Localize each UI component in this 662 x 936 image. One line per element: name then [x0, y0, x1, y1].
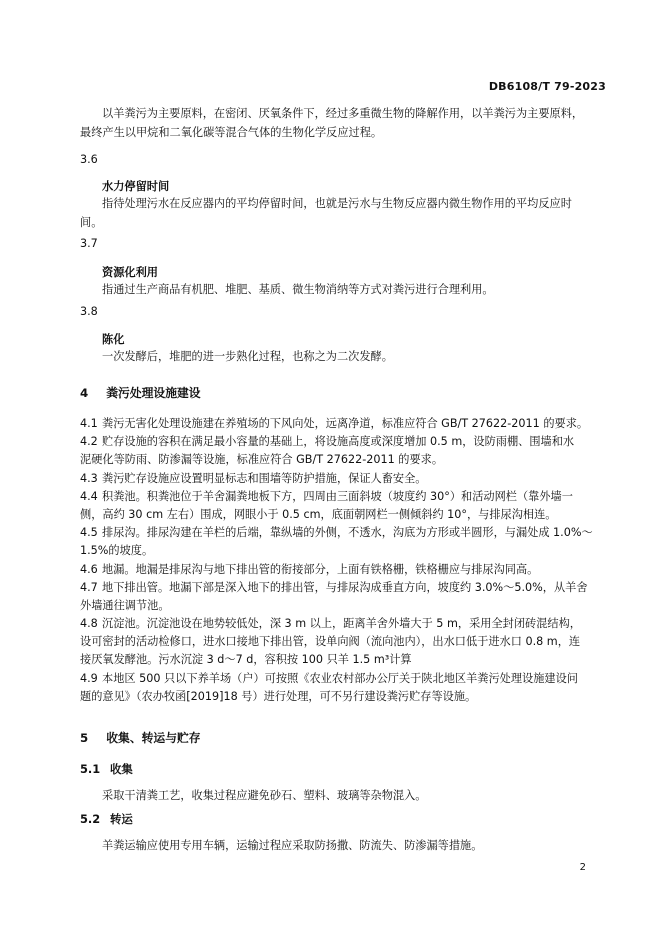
clause-4-1	[80, 415, 600, 433]
subsection-heading	[80, 811, 133, 827]
term-definition: 指通过生产商品有机肥、堆肥、基质、微生物消纳等方式对粪污进行合理利用。	[102, 283, 494, 296]
clause-text: 本地区 500 只以下养羊场（户）可按照《农业农村部办公厅关于陕北地区羊粪污处理设施建设问	[102, 672, 578, 685]
clause-text: 接厌氧发酵池。污水沉淀 3 d～7 d，容积按 100 只羊 1.5 m³计算	[80, 653, 412, 667]
clause-4-3	[80, 470, 600, 488]
clause-text: 地漏。地漏是排尿沟与地下排出管的衔接部分，上面有铁格栅，铁格栅应与排尿沟同高。	[102, 563, 539, 576]
intro-line: 以羊粪污为主要原料，在密闭、厌氧条件下，经过多重微生物的降解作用，以羊粪污为主要原料，	[102, 107, 584, 120]
clause-number: 4.9	[80, 672, 98, 685]
clause-text: 沉淀池。沉淀池设在地势较低处，深 3 m 以上，距离羊舍外墙大于 5 m，采用全封闭砖混结构，	[102, 617, 581, 630]
clause-text: 外墙通往调节池。	[80, 599, 170, 613]
clause-number: 4.3	[80, 472, 98, 485]
subsection-heading	[80, 761, 133, 777]
term-name: 水力停留时间	[102, 180, 170, 193]
subsection-number: 5.1	[80, 762, 101, 776]
document-code: DB6108/T 79-2023	[488, 80, 606, 93]
term-name: 陈化	[102, 333, 125, 346]
term-number: 3.6	[80, 153, 98, 166]
term-number: 3.7	[80, 237, 98, 250]
clause-number: 4.5	[80, 526, 98, 539]
clause-text: 泥硬化等防雨、防渗漏等设施，标准应符合 GB/T 27622-2011 的要求。	[80, 453, 444, 467]
clause-text: 1.5%的坡度。	[80, 544, 154, 558]
clause-4-5	[80, 524, 600, 560]
intro-line: 最终产生以甲烷和二氧化碳等混合气体的生物化学反应过程。	[80, 126, 383, 139]
clause-number: 4.7	[80, 581, 98, 594]
clause-text: 粪污贮存设施应设置明显标志和围墙等防护措施，保证人畜安全。	[102, 472, 427, 485]
clause-number: 4.2	[80, 435, 98, 448]
section-number: 4	[80, 386, 89, 400]
clause-text: 排尿沟。排尿沟建在羊栏的后端，靠纵墙的外侧，不透水，沟底为方形或半圆形，与漏处成 1.0%～	[102, 526, 593, 539]
term-definition: 指待处理污水在反应器内的平均停留时间，也就是污水与生物反应器内微生物作用的平均反应时	[102, 197, 572, 210]
clause-4-7	[80, 579, 600, 615]
term-definition: 间。	[80, 216, 103, 229]
clause-4-2	[80, 433, 600, 469]
clause-4-8	[80, 615, 600, 670]
clause-4-9	[80, 670, 600, 706]
subsection-title: 收集	[110, 762, 133, 776]
clause-number: 4.8	[80, 617, 98, 630]
section-title: 收集、转运与贮存	[106, 731, 201, 745]
clause-text: 设可密封的活动检修口，进水口接地下排出管，设单向阀（流向池内），出水口低于进水口 0.8 m，连	[80, 635, 581, 649]
subsection-number: 5.2	[80, 812, 101, 826]
clause-text: 题的意见》（农办牧函[2019]18 号）进行处理，可不另行建设粪污贮存等设施。	[80, 690, 477, 704]
section-title: 粪污处理设施建设	[106, 386, 201, 400]
clause-number: 4.6	[80, 563, 98, 576]
subsection-text: 羊粪运输应使用专用车辆，运输过程应采取防扬撒、防流失、防渗漏等措施。	[102, 839, 483, 852]
clause-text: 贮存设施的容积在满足最小容量的基础上，将设施高度或深度增加 0.5 m，设防雨棚、围墙和水	[102, 435, 575, 448]
clause-text: 积粪池。积粪池位于羊舍漏粪地板下方，四周由三面斜坡（坡度约 30°）和活动网栏（靠外墙一	[102, 490, 573, 503]
clause-text: 粪污无害化处理设施建在养殖场的下风向处，远离净道，标准应符合 GB/T 27622-2011 的要求。	[102, 417, 589, 430]
clause-4-4	[80, 488, 600, 524]
section-number: 5	[80, 731, 89, 745]
subsection-title: 转运	[110, 812, 133, 826]
term-definition: 一次发酵后，堆肥的进一步熟化过程，也称之为二次发酵。	[102, 350, 393, 363]
page-number: 2	[579, 862, 586, 873]
term-number: 3.8	[80, 305, 98, 318]
clause-number: 4.4	[80, 490, 98, 503]
section-heading	[80, 384, 201, 401]
clause-4-6	[80, 561, 600, 579]
term-name: 资源化利用	[102, 266, 158, 279]
clause-number: 4.1	[80, 417, 98, 430]
section-heading	[80, 729, 201, 746]
clause-text: 地下排出管。地漏下部是深入地下的排出管，与排尿沟成垂直方向，坡度约 3.0%～5.0%，从羊舍	[102, 581, 588, 594]
clause-text: 侧，高约 30 cm 左右）围成，网眼小于 0.5 cm，底面朝网栏一侧倾斜约 10°，与排尿沟相连。	[80, 508, 557, 522]
subsection-text: 采取干清粪工艺，收集过程应避免砂石、塑料、玻璃等杂物混入。	[102, 789, 427, 802]
